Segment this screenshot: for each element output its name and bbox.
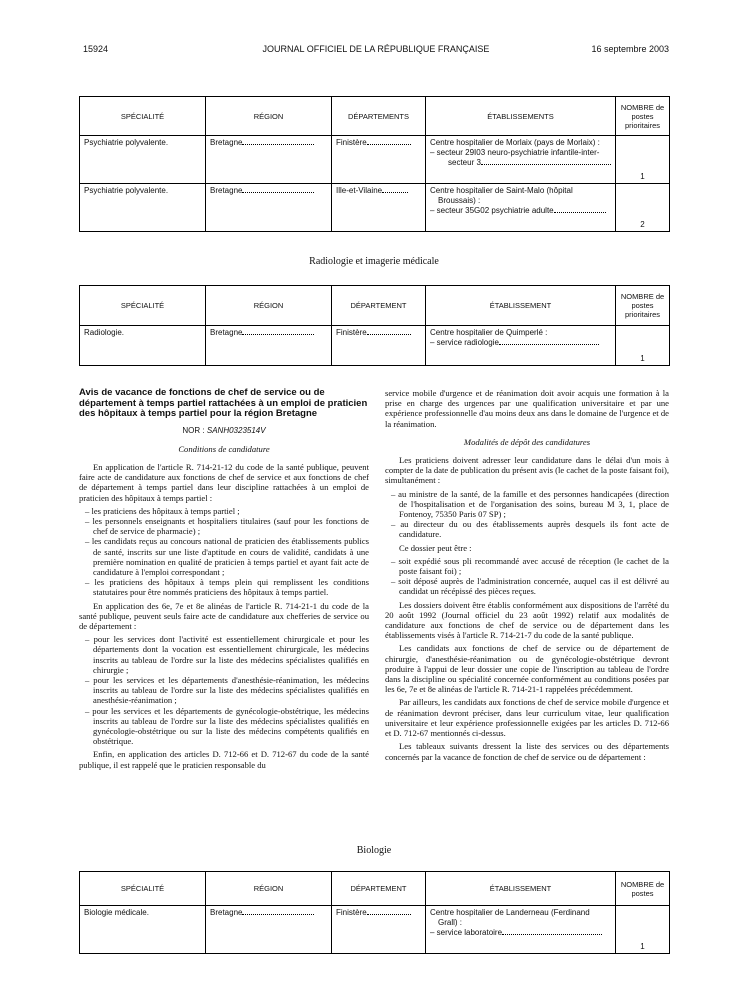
list-item: – les praticiens des hôpitaux à temps partiel ; <box>85 505 240 516</box>
cell-nombre: 2 <box>616 184 670 232</box>
paragraph: Ce dossier peut être : <box>399 542 472 553</box>
cell-nombre: 1 <box>616 326 670 366</box>
col-nombre: NOMBRE de postes prioritaires <box>616 286 670 326</box>
psychiatry-table <box>79 96 670 232</box>
paragraph: Enfin, en application des articles D. 712-66 et D. 712-67 du code de la santé publique, il est rappelé que le praticien responsable du <box>79 749 369 770</box>
paragraph: Les praticiens doivent adresser leur candidature dans le délai d'un mois à compter de la date de publication du présent avis (le cachet de la poste faisant foi), simultanément : <box>385 455 669 486</box>
list-item: – les praticiens des hôpitaux à temps plein qui remplissent les conditions statutaires pour être nommés praticiens des hôpitaux à temps partiel. <box>85 577 369 598</box>
subheading-modalites: Modalités de dépôt des candidatures <box>463 436 591 447</box>
col-etablissement: ÉTABLISSEMENT <box>426 286 616 326</box>
cell-departement: Finistère <box>332 136 426 184</box>
table-row <box>80 906 670 954</box>
notice-heading: Avis de vacance de fonctions de chef de service ou de département à temps partiel rattachées à un emploi de praticien des hôpitaux à temps partiel pour la région Bretagne <box>79 387 368 419</box>
publication-date: 16 septembre 2003 <box>591 44 669 54</box>
cell-nombre: 1 <box>616 906 670 954</box>
col-nombre: NOMBRE de postes prioritaires <box>616 97 670 136</box>
cell-etablissement: Centre hospitalier de Landerneau (Ferdinand Grall) : – service laboratoire <box>426 906 616 954</box>
col-departements: DÉPARTEMENTS <box>332 97 426 136</box>
cell-specialite: Psychiatrie polyvalente. <box>80 136 206 184</box>
list-item: – au ministre de la santé, de la famille et des personnes handicapées (direction de l'hospitalisation et de l'organisation des soins, bureau M 3, 1, place de Fontenoy, 75350 Paris 07 SP) ; <box>391 488 669 520</box>
cell-departement: Finistère <box>332 906 426 954</box>
col-etablissements: ÉTABLISSEMENTS <box>426 97 616 136</box>
cell-departement: Ille-et-Vilaine <box>332 184 426 232</box>
list-item: – au directeur du ou des établissements auprès desquels ils font acte de candidature. <box>391 519 669 540</box>
page-number: 15924 <box>83 44 109 54</box>
cell-specialite: Radiologie. <box>80 326 206 366</box>
paragraph: Par ailleurs, les candidats aux fonctions de chef de service mobile d'urgence et de réanimation devront préciser, dans leur curriculum vitae, leur qualification universitaire et leur expérience professionnelle exigées par les articles D. 712-66 et D. 712-67 mentionnés ci-dessus. <box>385 697 669 739</box>
left-column <box>79 388 369 773</box>
paragraph: Les dossiers doivent être établis conformément aux dispositions de l'arrêté du 20 août 1992 (Journal officiel du 23 août 1992) relatif aux modalités de candidature aux fonctions de chef de service ou de département dans les établissements visés à l'article R. 714-21-7 du code de la santé publique. <box>385 599 669 641</box>
table-row <box>80 326 670 366</box>
list-item: – les personnels enseignants et hospitaliers titulaires (sauf pour les fonctions de chef de service de pharmacie) ; <box>85 515 369 537</box>
list-item: – pour les services et les départements de gynécologie-obstétrique, les médecins inscrits au tableau de l'ordre sur la liste des médecins spécialistes qualifiés en gynécologie-obstétrique ou sur la liste des médecins compétents qualifiés en obstétrique. <box>85 705 369 747</box>
paragraph: service mobile d'urgence et de réanimation doit avoir acquis une formation à la prise en charge des urgences par une qualification universitaire et par une expérience professionnelle d'au moins deux ans dans le domaine de l'urgence et de la réanimation. <box>385 388 669 429</box>
col-etablissement: ÉTABLISSEMENT <box>426 872 616 906</box>
cell-nombre: 1 <box>616 136 670 184</box>
list-item: – pour les services et les départements d'anesthésie-réanimation, les médecins inscrits au tableau de l'ordre sur la liste des médecins spécialistes qualifiés en anesthésie-réanimation ; <box>85 674 369 706</box>
list-item: – pour les services dont l'activité est essentiellement chirurgicale et pour les départements dont la vocation est essentiellement chirurgicale, les médecins inscrits au tableau de l'ordre sur la liste des médecins spécialistes qualifiés en chirurgie ; <box>85 634 369 675</box>
cell-region: Bretagne <box>206 906 332 954</box>
right-column <box>385 388 669 765</box>
subheading-conditions: Conditions de candidature <box>178 443 270 454</box>
section-caption-biologie: Biologie <box>356 845 392 856</box>
list-item: – les candidats reçus au concours national de praticien des établissements publics de santé, inscrits sur une liste d'aptitude en cours de validité, candidats à une première nomination en qualité de praticien à temps partiel et ayant fait acte de candidature à l'emploi correspondant ; <box>85 536 369 577</box>
cell-region: Bretagne <box>206 136 332 184</box>
col-departement: DÉPARTEMENT <box>332 872 426 906</box>
nor-reference: NOR : SANH0323514V <box>182 425 266 435</box>
col-nombre: NOMBRE de postes <box>616 872 670 906</box>
paragraph: En application de l'article R. 714-21-12 du code de la santé publique, peuvent faire acte de candidature aux fonctions de chef de service et aux fonctions de chef de département à temps partiel dans leur discipline rattachées à un emploi de praticien des hôpitaux à temps partiel : <box>79 461 369 503</box>
table-row <box>80 184 670 232</box>
cell-etablissement: Centre hospitalier de Saint-Malo (hôpital Broussais) : – secteur 35G02 psychiatrie adulte <box>426 184 616 232</box>
table-row <box>80 136 670 184</box>
col-specialite: SPÉCIALITÉ <box>80 872 206 906</box>
journal-title: JOURNAL OFFICIEL DE LA RÉPUBLIQUE FRANÇAISE <box>262 44 490 54</box>
cell-region: Bretagne <box>206 184 332 232</box>
col-specialite: SPÉCIALITÉ <box>80 286 206 326</box>
page-header <box>83 44 669 58</box>
paragraph: Les candidats aux fonctions de chef de service ou de département de chirurgie, d'anesthésie-réanimation ou de gynécologie-obstétrique devront produire à l'appui de leur dossier une copie de l'inscription au tableau de l'ordre dans la discipline ou spécialité concernée conformément au conditions posées par les 6e, 7e et 8e alinéas de l'article R. 714-21-1 rappelées précédemment. <box>385 643 669 695</box>
list-item: – soit déposé auprès de l'administration concernée, auquel cas il est délivré au candidat un récépissé des pièces reçues. <box>391 576 669 597</box>
paragraph: Les tableaux suivants dressent la liste des services ou des départements concernés par la vacance de fonction de chef de service ou de département : <box>385 741 669 762</box>
col-departement: DÉPARTEMENT <box>332 286 426 326</box>
paragraph: En application des 6e, 7e et 8e alinéas de l'article R. 714-21-1 du code de la santé publique, peuvent seuls faire acte de candidature aux chefferies de service ou de département : <box>79 600 369 631</box>
col-region: RÉGION <box>206 872 332 906</box>
radiology-table <box>79 285 670 366</box>
cell-etablissement: Centre hospitalier de Quimperlé : – service radiologie <box>426 326 616 366</box>
list-item: – soit expédié sous pli recommandé avec accusé de réception (le cachet de la poste faisant foi) ; <box>391 555 669 577</box>
biology-table <box>79 871 670 954</box>
cell-region: Bretagne <box>206 326 332 366</box>
section-caption-radiologie: Radiologie et imagerie médicale <box>309 256 439 267</box>
cell-specialite: Psychiatrie polyvalente. <box>80 184 206 232</box>
cell-departement: Finistère <box>332 326 426 366</box>
cell-etablissement: Centre hospitalier de Morlaix (pays de Morlaix) : – secteur 29I03 neuro-psychiatrie infantile-inter- secteur 3 <box>426 136 616 184</box>
col-specialite: SPÉCIALITÉ <box>80 97 206 136</box>
col-region: RÉGION <box>206 286 332 326</box>
col-region: RÉGION <box>206 97 332 136</box>
cell-specialite: Biologie médicale. <box>80 906 206 954</box>
